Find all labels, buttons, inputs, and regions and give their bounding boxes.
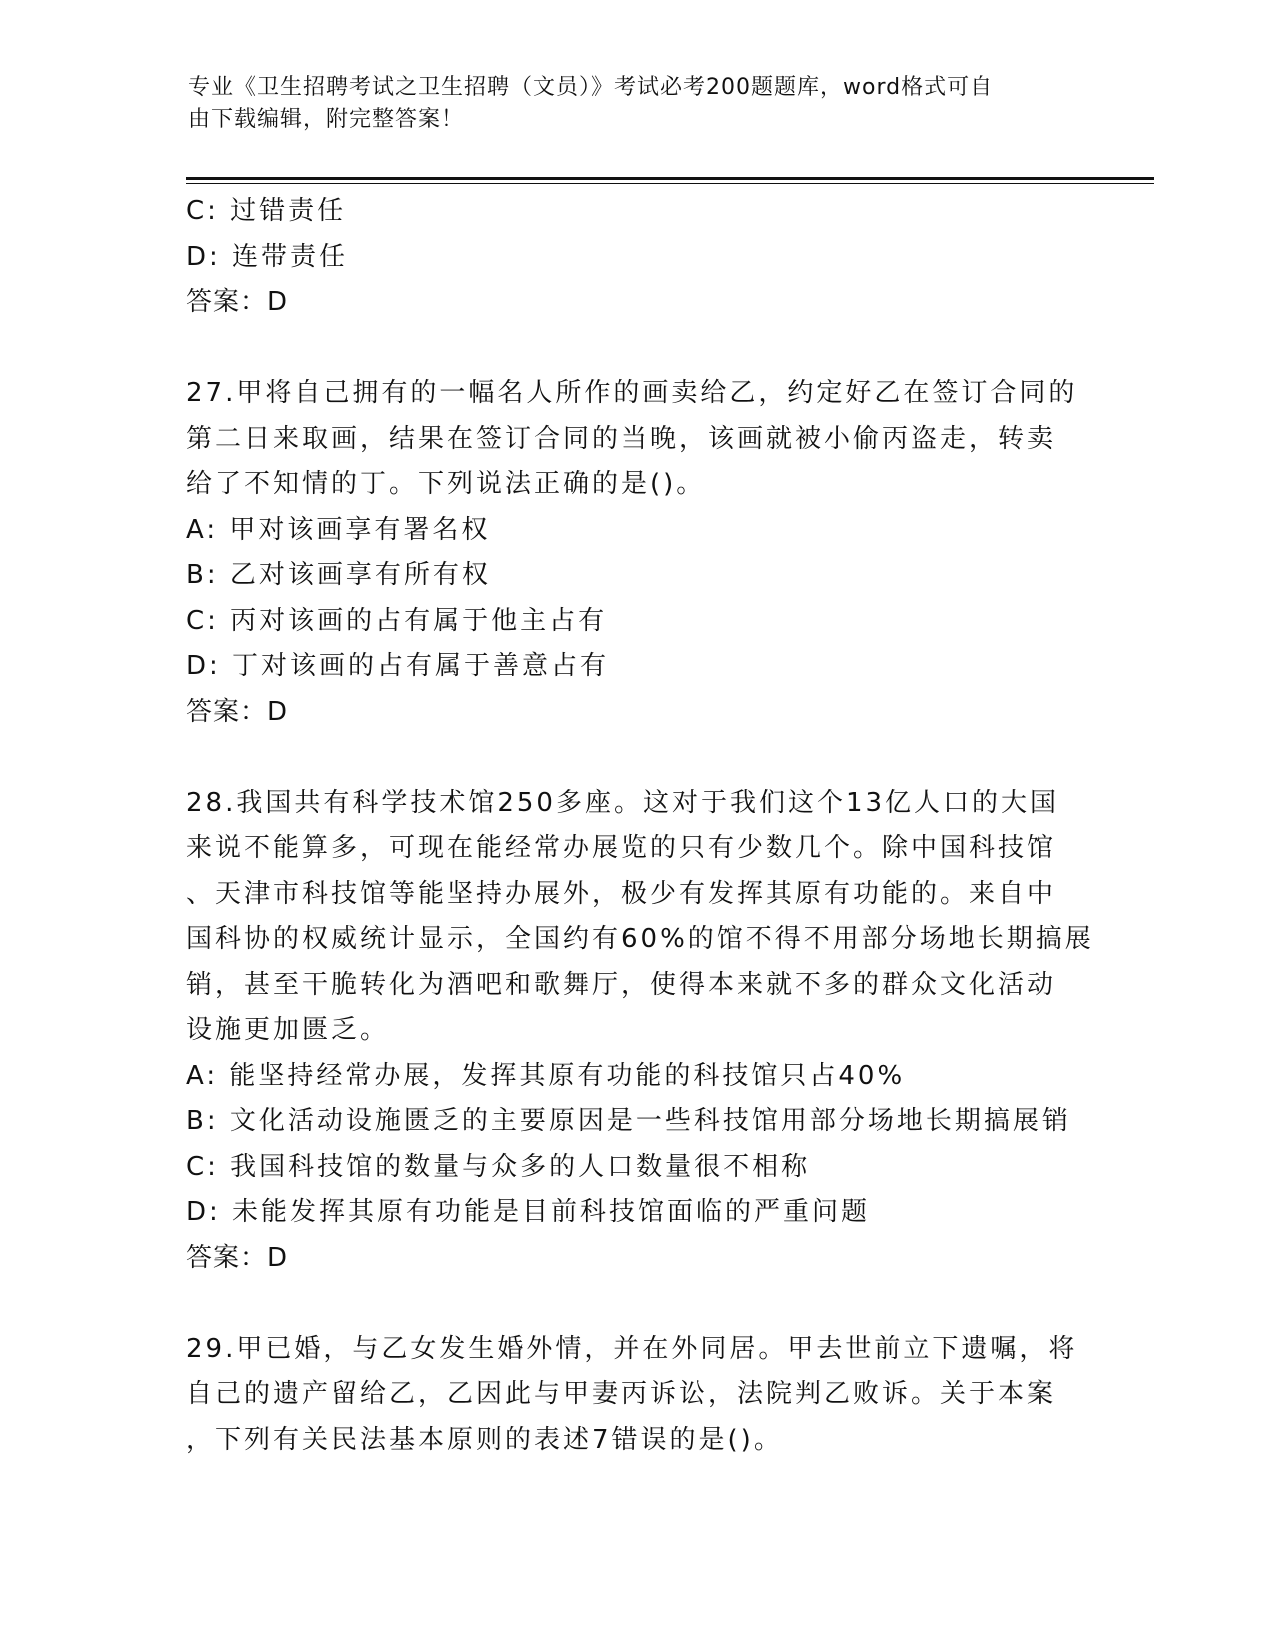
question-stem-line: 国科协的权威统计显示，全国约有60%的馆不得不用部分场地长期搞展 [186, 924, 1094, 954]
header-divider-thick [186, 177, 1154, 180]
answer-line: 答案：D [186, 696, 289, 727]
header-line-1: 专业《卫生招聘考试之卫生招聘（文员）》考试必考200题题库，word格式可自 [188, 75, 994, 100]
question-stem-line: 给了不知情的丁。下列说法正确的是()。 [186, 469, 706, 499]
question-stem-line: 28.我国共有科学技术馆250多座。这对于我们这个13亿人口的大国 [186, 787, 1060, 818]
question-29 [186, 1327, 1126, 1464]
option-d: D: 未能发挥其原有功能是目前科技馆面临的严重问题 [186, 1197, 871, 1227]
option-b: B: 文化活动设施匮乏的主要原因是一些科技馆用部分场地长期搞展销 [186, 1106, 1071, 1136]
question-stem-line: 设施更加匮乏。 [186, 1015, 390, 1045]
spacer [186, 735, 1126, 781]
option-c: C: 丙对该画的占有属于他主占有 [186, 605, 608, 636]
option-d: D: 连带责任 [186, 241, 349, 272]
answer-line: 答案：D [186, 287, 289, 317]
question-stem-line: 销，甚至干脆转化为酒吧和歌舞厅，使得本来就不多的群众文化活动 [186, 969, 1057, 1000]
question-stem-line: 自己的遗产留给乙，乙因此与甲妻丙诉讼，法院判乙败诉。关于本案 [186, 1379, 1057, 1409]
page-header [188, 72, 1088, 136]
question-stem-line: 来说不能算多，可现在能经常办展览的只有少数几个。除中国科技馆 [186, 833, 1057, 863]
question-stem-line: 第二日来取画，结果在签订合同的当晚，该画就被小偷丙盗走，转卖 [186, 423, 1057, 454]
spacer [186, 1281, 1126, 1327]
question-stem-line: ，下列有关民法基本原则的表述7错误的是()。 [186, 1424, 783, 1455]
header-line-2: 由下载编辑，附完整答案！ [188, 107, 465, 132]
answer-line: 答案：D [186, 1242, 289, 1273]
option-a: A: 甲对该画享有署名权 [186, 514, 491, 545]
spacer [186, 326, 1126, 372]
option-c: C: 我国科技馆的数量与众多的人口数量很不相称 [186, 1151, 811, 1182]
previous-question-tail [186, 189, 1126, 326]
question-stem-line: 29.甲已婚，与乙女发生婚外情，并在外同居。甲去世前立下遗嘱，将 [186, 1333, 1078, 1364]
question-stem-line: 、天津市科技馆等能坚持办展外，极少有发挥其原有功能的。来自中 [186, 878, 1057, 909]
header-divider-thin [186, 183, 1154, 184]
question-27 [186, 371, 1126, 735]
option-b: B: 乙对该画享有所有权 [186, 560, 491, 590]
question-content [186, 189, 1126, 1463]
option-c: C: 过错责任 [186, 196, 347, 226]
option-a: A: 能坚持经常办展，发挥其原有功能的科技馆只占40% [186, 1060, 906, 1091]
question-stem-line: 27.甲将自己拥有的一幅名人所作的画卖给乙，约定好乙在签订合同的 [186, 378, 1078, 408]
question-28 [186, 781, 1126, 1282]
option-d: D: 丁对该画的占有属于善意占有 [186, 651, 610, 681]
